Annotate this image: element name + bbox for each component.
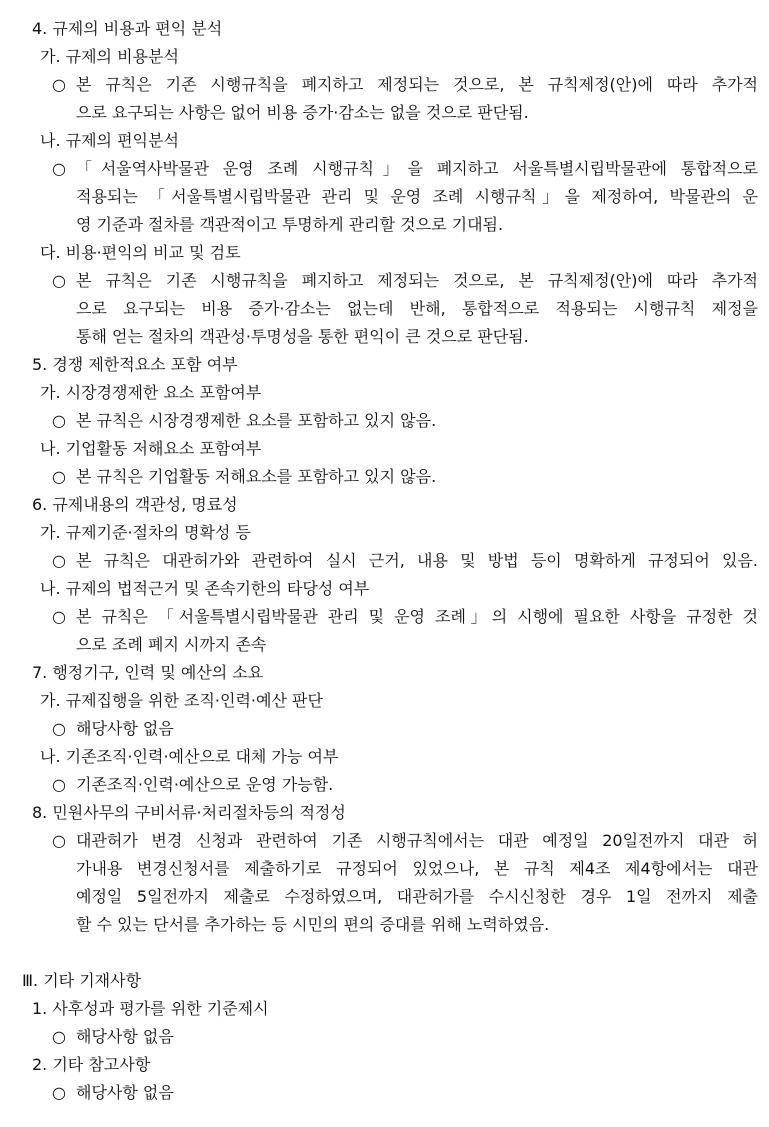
section-heading: 4. 규제의 비용과 편익 분석 (32, 19, 223, 38)
bullet-text: 본 규칙은 기존 시행규칙을 폐지하고 제정되는 것으로, 본 규칙제정(안)에 따라 추가적 (76, 75, 758, 94)
subsection-heading: 가. 규제기준·절차의 명확성 등 (40, 523, 251, 542)
continuation-text: 영 기준과 절차를 객관적이고 투명하게 관리할 것으로 기대됨. (76, 215, 504, 234)
bullet-text: 본 규칙은 기업활동 저해요소를 포함하고 있지 않음. (76, 467, 437, 486)
bullet-marker: ○ (52, 159, 66, 178)
continuation-text: 가내용 변경신청서를 제출하기로 규정되어 있었으나, 본 규칙 제4조 제4항에서는 대관 (76, 859, 758, 878)
bullet-marker: ○ (52, 551, 66, 570)
bullet-text: 본 규칙은 기존 시행규칙을 폐지하고 제정되는 것으로, 본 규칙제정(안)에 따라 추가적 (76, 271, 758, 290)
bullet-marker: ○ (52, 271, 66, 290)
continuation-text: 으로 요구되는 사항은 없어 비용 증가·감소는 없을 것으로 판단됨. (76, 103, 529, 122)
section-heading: 2. 기타 참고사항 (32, 1055, 151, 1074)
bullet-text: 해당사항 없음 (76, 1083, 174, 1102)
continuation-text: 할 수 있는 단서를 추가하는 등 시민의 편의 증대를 위해 노력하였음. (76, 915, 550, 934)
subsection-heading: 가. 규제집행을 위한 조직·인력·예산 판단 (40, 691, 323, 710)
subsection-heading: 나. 규제의 법적근거 및 존속기한의 타당성 여부 (40, 579, 370, 598)
bullet-marker: ○ (52, 719, 66, 738)
chapter-heading: Ⅲ. 기타 기재사항 (22, 971, 142, 990)
bullet-text: 본 규칙은 시장경쟁제한 요소를 포함하고 있지 않음. (76, 411, 437, 430)
bullet-marker: ○ (52, 607, 66, 626)
subsection-heading: 가. 규제의 비용분석 (40, 47, 179, 66)
bullet-text: 해당사항 없음 (76, 1027, 174, 1046)
bullet-marker: ○ (52, 411, 66, 430)
bullet-text: 기존조직·인력·예산으로 운영 가능함. (76, 775, 334, 794)
section-heading: 7. 행정기구, 인력 및 예산의 소요 (32, 663, 264, 682)
continuation-text: 으로 조례 폐지 시까지 존속 (76, 635, 267, 654)
bullet-marker: ○ (52, 1027, 66, 1046)
bullet-marker: ○ (52, 1083, 66, 1102)
bullet-marker: ○ (52, 831, 66, 850)
bullet-text: 「서울역사박물관 운영 조례 시행규칙」을 폐지하고 서울특별시립박물관에 통합적으로 (76, 159, 758, 178)
bullet-text: 대관허가 변경 신청과 관련하여 기존 시행규칙에서는 대관 예정일 20일전까지 대관 허 (76, 831, 758, 850)
continuation-text: 예정일 5일전까지 제출로 수정하였으며, 대관허가를 수시신청한 경우 1일 전까지 제출 (76, 887, 758, 906)
section-heading: 6. 규제내용의 객관성, 명료성 (32, 495, 238, 514)
bullet-text: 본 규칙은 대관허가와 관련하여 실시 근거, 내용 및 방법 등이 명확하게 규정되어 있음. (76, 551, 758, 570)
bullet-marker: ○ (52, 467, 66, 486)
section-heading: 1. 사후성과 평가를 위한 기준제시 (32, 999, 269, 1018)
section-heading: 8. 민원사무의 구비서류·처리절차등의 적정성 (32, 803, 346, 822)
subsection-heading: 나. 기업활동 저해요소 포함여부 (40, 439, 262, 458)
continuation-text: 통해 얻는 절차의 객관성·투명성을 통한 편익이 큰 것으로 판단됨. (76, 327, 529, 346)
continuation-text: 으로 요구되는 비용 증가·감소는 없는데 반해, 통합적으로 적용되는 시행규칙 제정을 (76, 299, 758, 318)
section-heading: 5. 경쟁 제한적요소 포함 여부 (32, 355, 238, 374)
subsection-heading: 나. 기존조직·인력·예산으로 대체 가능 여부 (40, 747, 339, 766)
continuation-text: 적용되는 「서울특별시립박물관 관리 및 운영 조례 시행규칙」을 제정하여, 박물관의 운 (76, 187, 758, 206)
bullet-marker: ○ (52, 75, 66, 94)
bullet-marker: ○ (52, 775, 66, 794)
subsection-heading: 나. 규제의 편익분석 (40, 131, 179, 150)
bullet-text: 해당사항 없음 (76, 719, 174, 738)
subsection-heading: 가. 시장경쟁제한 요소 포함여부 (40, 383, 262, 402)
subsection-heading: 다. 비용·편익의 비교 및 검토 (40, 243, 241, 262)
bullet-text: 본 규칙은 「서울특별시립박물관 관리 및 운영 조례」의 시행에 필요한 사항을 규정한 것 (76, 607, 758, 626)
